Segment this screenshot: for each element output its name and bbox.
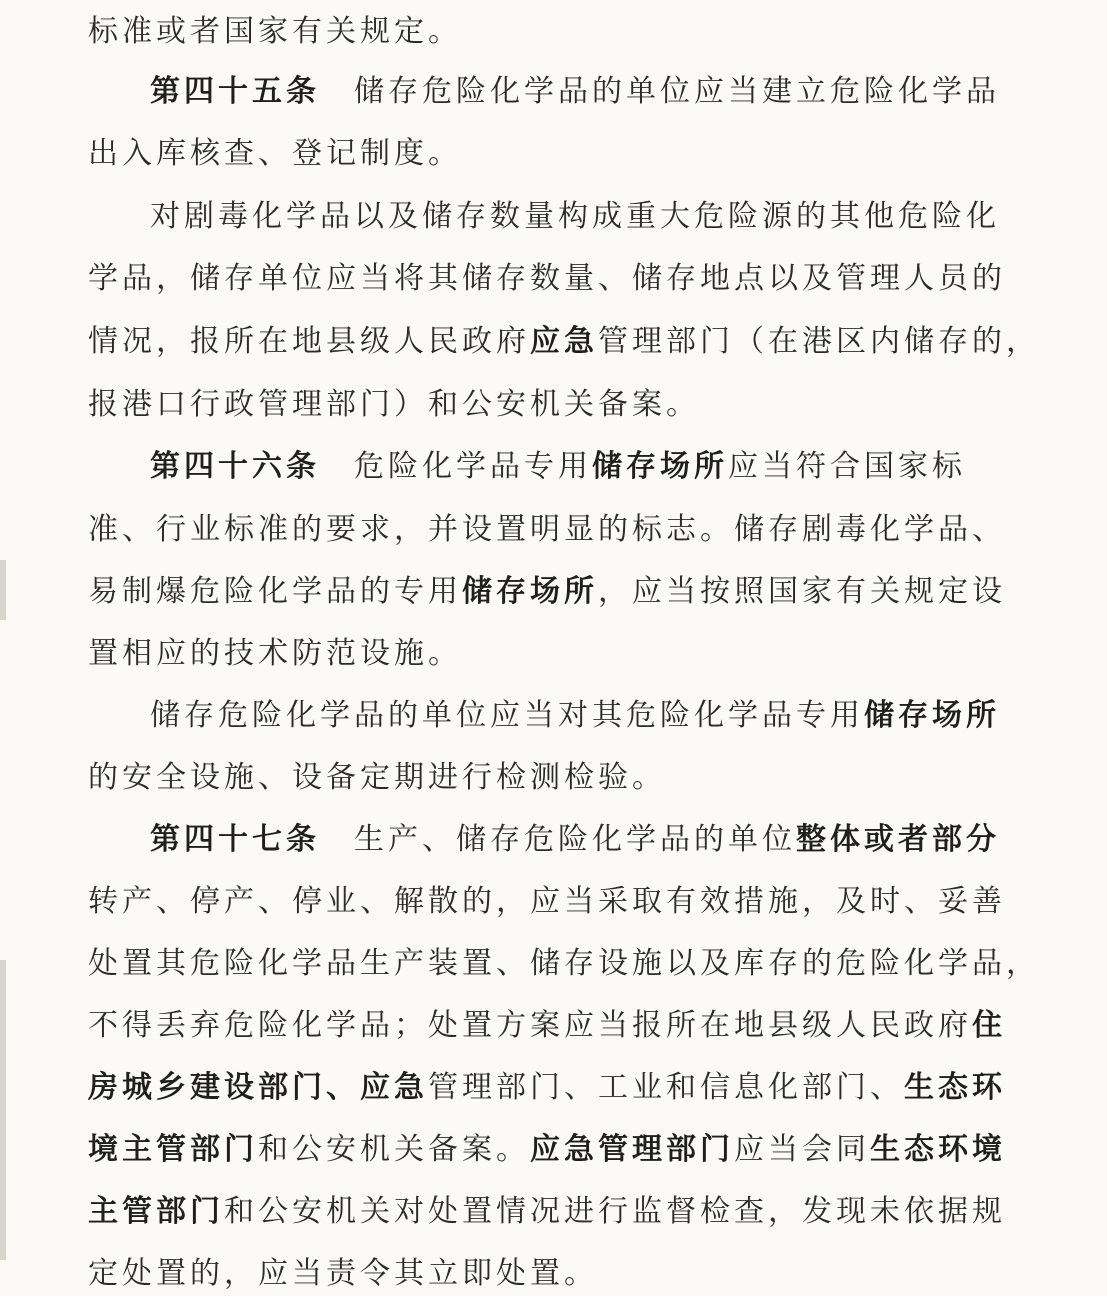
text-line [88, 508, 1006, 552]
text-line [88, 1252, 981, 1296]
text-line [88, 880, 1006, 924]
text-line [88, 383, 981, 427]
bold-text-segment: 主管部门 [88, 1194, 224, 1229]
bold-text-segment: 储存场所 [462, 574, 598, 609]
text-segment: 对剧毒化学品以及储存数量构成重大危险源的其他危险化 [150, 199, 1000, 234]
text-segment: 转产、停产、停业、解散的，应当采取有效措施，及时、妥善 [88, 884, 1006, 919]
article-heading: 第四十六条 [150, 449, 320, 484]
text-line [150, 195, 1000, 239]
text-segment: 危险化学品专用 [354, 449, 592, 484]
bold-text-segment: 房城乡建设部门、应急 [88, 1070, 428, 1105]
text-segment: 处置其危险化学品生产装置、储存设施以及库存的危险化学品， [88, 946, 1040, 981]
article-heading: 第四十七条 [150, 822, 320, 857]
text-line [150, 445, 981, 489]
text-segment: 管理部门、工业和信息化部门、 [428, 1070, 904, 1105]
text-line [88, 942, 1040, 986]
text-segment: 置相应的技术防范设施。 [88, 636, 462, 671]
text-segment: 和公安机关对处置情况进行监督检查，发现未依据规 [224, 1194, 1006, 1229]
scan-edge-mark [0, 560, 6, 620]
bold-text-segment: 整体或者部分 [796, 822, 1000, 857]
bold-text-segment: 生态环 [904, 1070, 1006, 1105]
text-segment: 储存危险化学品的单位应当建立危险化学品 [354, 74, 1000, 109]
text-segment: 应当会同 [734, 1132, 870, 1167]
article-heading: 第四十五条 [150, 74, 320, 109]
bold-text-segment: 应急 [530, 324, 598, 359]
text-segment: 和公安机关备案。 [258, 1132, 530, 1167]
text-segment: 生产、储存危险化学品的单位 [354, 822, 796, 857]
text-line [88, 257, 1006, 301]
text-line [88, 320, 1040, 364]
bold-text-segment: 境主管部门 [88, 1132, 258, 1167]
text-segment: 易制爆危险化学品的专用 [88, 574, 462, 609]
text-segment: 不得丢弃危险化学品；处置方案应当报所在地县级人民政府 [88, 1008, 972, 1043]
text-segment: 情况，报所在地县级人民政府 [88, 324, 530, 359]
text-segment: 标准或者国家有关规定。 [88, 14, 462, 49]
text-segment: 储存危险化学品的单位应当对其危险化学品专用 [150, 698, 864, 733]
text-line [150, 818, 1000, 862]
bold-text-segment: 住 [972, 1008, 1006, 1043]
text-line [88, 632, 981, 676]
text-segment: 的安全设施、设备定期进行检测检验。 [88, 760, 666, 795]
text-segment: 学品，储存单位应当将其储存数量、储存地点以及管理人员的 [88, 261, 1006, 296]
text-line [88, 132, 981, 176]
text-segment: 管理部门（在港区内储存的， [598, 324, 1040, 359]
bold-text-segment: 储存场所 [864, 698, 1000, 733]
text-segment: 应当符合国家标 [728, 449, 966, 484]
text-line [88, 756, 981, 800]
text-line [150, 70, 1000, 114]
text-segment: 报港口行政管理部门）和公安机关备案。 [88, 387, 700, 422]
text-line [88, 1128, 1006, 1172]
text-segment: 出入库核查、登记制度。 [88, 136, 462, 171]
scan-edge-mark [0, 960, 6, 1260]
text-line [150, 694, 1000, 738]
text-segment: 定处置的，应当责令其立即处置。 [88, 1256, 598, 1291]
bold-text-segment: 生态环境 [870, 1132, 1006, 1167]
text-line [88, 1066, 1006, 1110]
text-segment: 准、行业标准的要求，并设置明显的标志。储存剧毒化学品、 [88, 512, 1006, 547]
text-line [88, 1190, 1006, 1234]
text-line [88, 1004, 1006, 1048]
text-line [88, 10, 981, 54]
bold-text-segment: 储存场所 [592, 449, 728, 484]
text-segment: ，应当按照国家有关规定设 [598, 574, 1006, 609]
text-line [88, 570, 1006, 614]
bold-text-segment: 应急管理部门 [530, 1132, 734, 1167]
